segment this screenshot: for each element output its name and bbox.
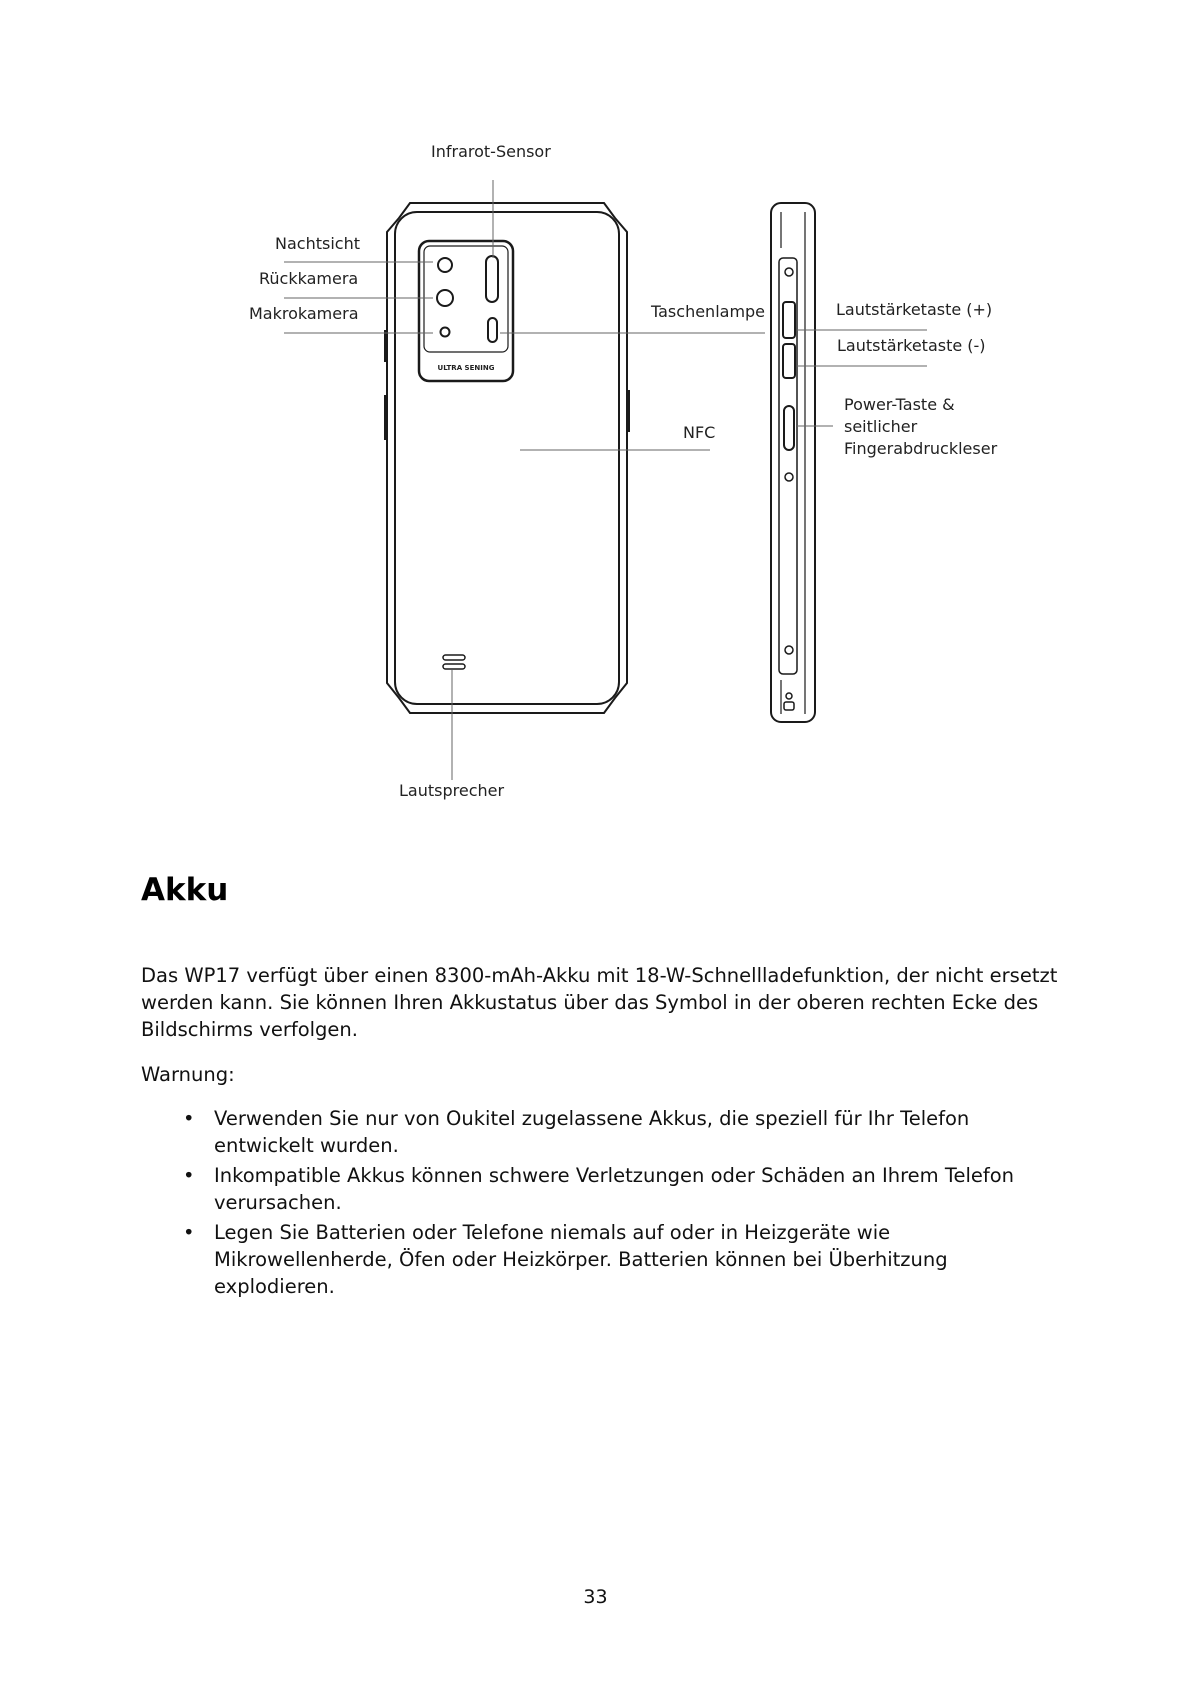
label-rear-camera: Rückkamera (259, 269, 359, 288)
label-speaker: Lautsprecher (399, 781, 505, 800)
label-power-line-1: Power-Taste & (844, 395, 955, 414)
power-fingerprint-button (784, 406, 794, 450)
label-flashlight: Taschenlampe (651, 302, 766, 321)
flashlight-window (488, 318, 497, 342)
section-heading: Akku (141, 872, 229, 908)
warning-list (141, 1105, 1071, 1303)
label-power-line-2: seitlicher (844, 417, 918, 436)
speaker-grill (443, 655, 465, 660)
phone-diagram (0, 0, 1191, 820)
label-night-vision: Nachtsicht (275, 234, 360, 253)
module-brand-text: ULTRA SENING (437, 364, 495, 372)
page-number: 33 (583, 1586, 608, 1608)
bullet-symbol: • (183, 1164, 195, 1187)
list-item (141, 1105, 1071, 1159)
phone-side-outer (771, 203, 815, 722)
label-infrared-sensor: Infrarot-Sensor (431, 142, 551, 161)
phone-back-outer-frame (387, 203, 627, 713)
volume-down-button (783, 344, 795, 378)
infrared-sensor-window (486, 256, 498, 302)
label-volume-up: Lautstärketaste (+) (836, 300, 993, 319)
list-item (141, 1219, 1071, 1300)
warning-label: Warnung: (141, 1063, 235, 1086)
label-nfc: NFC (683, 423, 716, 442)
intro-paragraph: Das WP17 verfügt über einen 8300-mAh-Akku mit 18-W-Schnellladefunktion, der nicht ersetzt werden kann. Sie können Ihren Akkustatus über das Symbol in der oberen rechten Ecke des Bildschirms verfolgen. (141, 964, 1058, 1041)
label-power-line-3: Fingerabdruckleser (844, 439, 998, 458)
label-volume-down: Lautstärketaste (-) (837, 336, 986, 355)
volume-up-button (783, 302, 795, 338)
label-power-fingerprint (844, 394, 1014, 460)
list-item-text: Legen Sie Batterien oder Telefone niemals auf oder in Heizgeräte wie Mikrowellenherde, Öfen oder Heizkörper. Batterien können bei Überhitzung explodieren. (214, 1221, 948, 1298)
night-vision-lens (438, 258, 452, 272)
bullet-symbol: • (183, 1107, 195, 1130)
rear-camera-lens (437, 290, 453, 306)
list-item-text: Verwenden Sie nur von Oukitel zugelassene Akkus, die speziell für Ihr Telefon entwickelt wurden. (214, 1107, 970, 1157)
list-item (141, 1162, 1071, 1216)
phone-back-inner-body (395, 212, 619, 704)
list-item-text: Inkompatible Akkus können schwere Verletzungen oder Schäden an Ihrem Telefon verursachen. (214, 1164, 1015, 1214)
macro-camera-lens (441, 328, 450, 337)
label-macro-camera: Makrokamera (249, 304, 359, 323)
bullet-symbol: • (183, 1221, 195, 1244)
